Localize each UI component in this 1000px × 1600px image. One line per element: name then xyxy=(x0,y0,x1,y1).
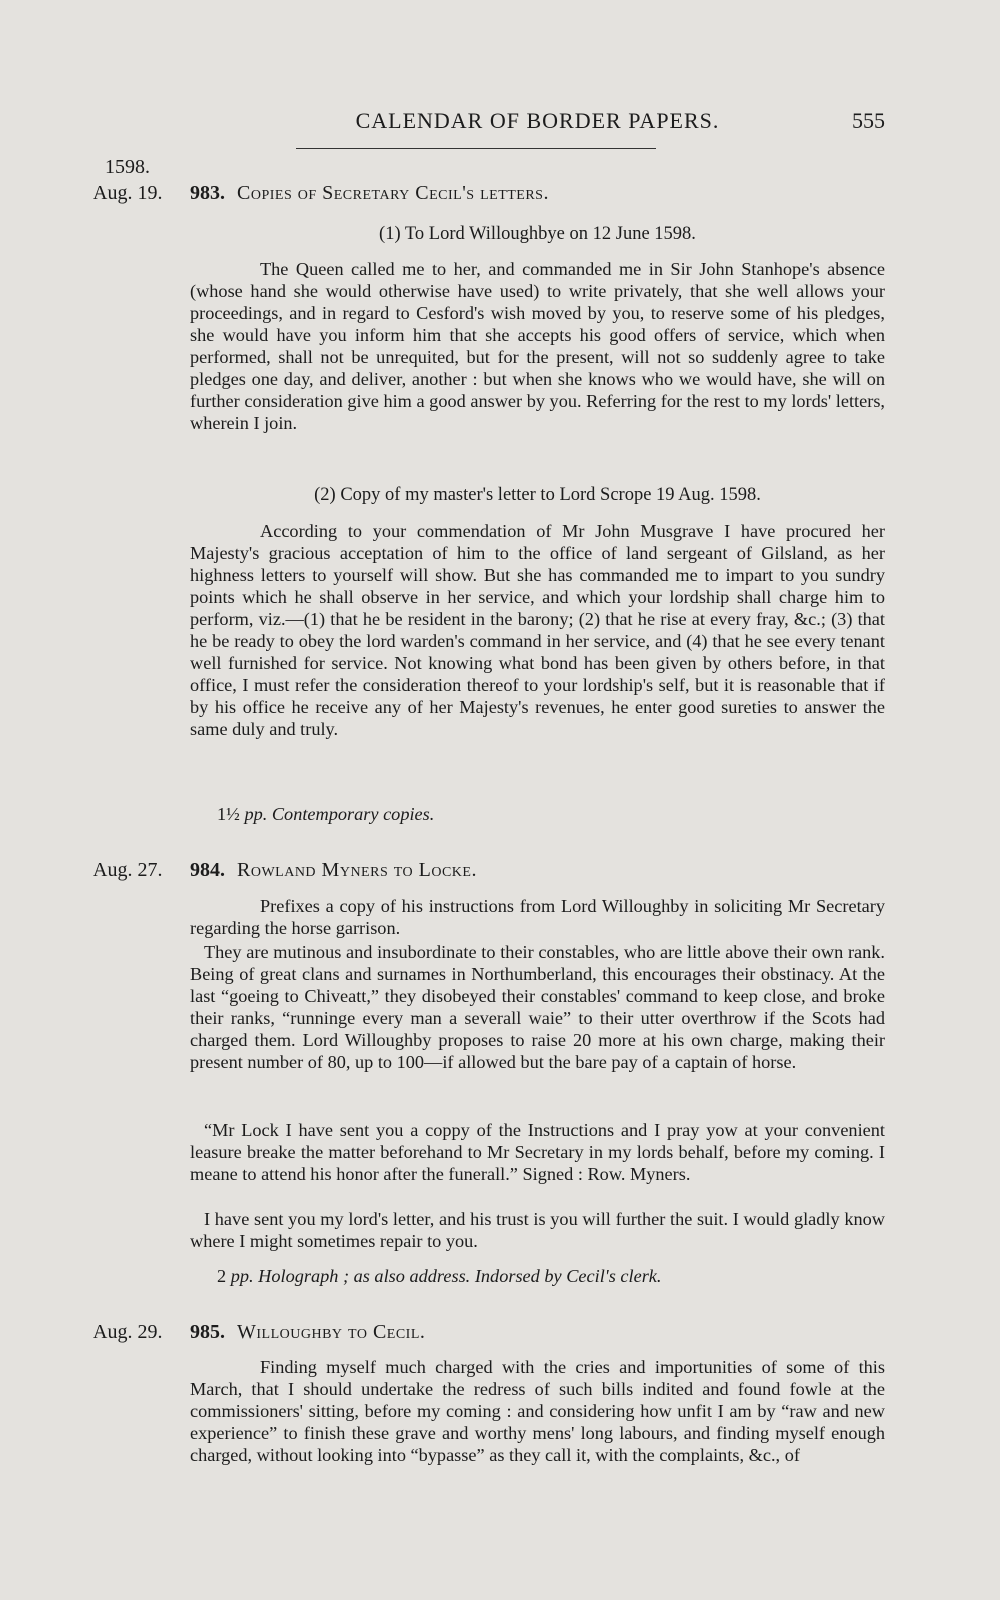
letter-1-subheading: (1) To Lord Willoughbye on 12 June 1598. xyxy=(379,224,696,244)
entry-984-note-text: pp. Holograph ; as also address. Indorsed by Cecil's clerk. xyxy=(230,1266,662,1286)
entry-983-number: 983. xyxy=(190,182,225,204)
entry-983-title: Copies of Secretary Cecil's letters. xyxy=(237,182,549,204)
entry-983-note-size: 1½ xyxy=(217,804,240,824)
entry-984-paragraph-2: They are mutinous and insubordinate to their constables, who are little above their own rank. Being of great clans and surnames in Northumberland, this encourages their obstinacy. At the last “goeing to Chiveatt,” they disobeyed their constables' command to keep close, and broke their ranks, “runninge every man a severall waie” to their utter overthrow if the Scots had charged them. Lord Willoughby proposes to raise 20 more at his own charge, making their present number of 80, up to 100—if allowed but the bare pay of a captain of horse. xyxy=(190,942,885,1072)
entry-984-date: Aug. 27. xyxy=(93,859,163,881)
header-rule xyxy=(296,148,656,149)
entry-983-note xyxy=(217,804,885,825)
entry-985-date: Aug. 29. xyxy=(93,1321,163,1343)
entry-984-paragraph-4: I have sent you my lord's letter, and his trust is you will further the suit. I would gladly know where I might sometimes repair to you. xyxy=(190,1209,885,1251)
entry-983-date: Aug. 19. xyxy=(93,182,163,204)
entry-984-heading xyxy=(190,859,477,882)
entry-984-paragraph-3: “Mr Lock I have sent you a coppy of the Instructions and I pray yow at your convenient leasure breake the matter beforehand to Mr Secretary in my lords behalf, before my coming. I meane to attend his honor after the funerall.” Signed : Row. Myners. xyxy=(190,1120,885,1184)
letter-1-text: The Queen called me to her, and commanded me in Sir John Stanhope's absence (whose hand she would otherwise have used) to write privately, that she well allows your proceedings, and in regard to Cesford's wish moved by you, to reserve some of his pledges, she would have you inform him that she accepts his good offers of service, which when performed, shall not be unrequited, but for the present, will not so suddenly agree to take pledges one day, and deliver, another : but when she knows who we would have, she will on further consideration give him a good answer by you. Referring for the rest to my lords' letters, wherein I join. xyxy=(190,259,885,433)
page-number: 555 xyxy=(852,108,885,133)
running-title: CALENDAR OF BORDER PAPERS. xyxy=(355,108,720,133)
entry-985-title: Willoughby to Cecil. xyxy=(237,1321,426,1343)
entry-983-note-text: pp. Contemporary copies. xyxy=(244,804,435,824)
entry-984-note-size: 2 xyxy=(217,1266,227,1286)
letter-2-text: According to your commendation of Mr John Musgrave I have procured her Majesty's gracious acceptation of him to the office of land sergeant of Gilsland, as her highness letters to yourself will show. But she has commanded me to impart to you sundry points which he shall observe in her service, and which your lordship shall charge him to perform, viz.—(1) that he be resident in the barony; (2) that he rise at every fray, &c.; (3) that he be ready to obey the lord warden's command in her service, and (4) that he see every tenant well furnished for service. Not knowing what bond has been given by others before, in that office, I must refer the consideration thereof to your lordship's self, but it is reasonable that if by his office he receive any of her Majesty's revenues, he enter good sureties to answer the same duly and truly. xyxy=(190,521,885,739)
year-marker: 1598. xyxy=(105,156,150,178)
entry-984-number: 984. xyxy=(190,859,225,881)
entry-984-note xyxy=(217,1266,885,1287)
running-header xyxy=(190,108,885,148)
entry-984-paragraph-1: Prefixes a copy of his instructions from Lord Willoughby in soliciting Mr Secretary regarding the horse garrison. xyxy=(190,896,885,938)
entry-985-text: Finding myself much charged with the cries and importunities of some of this March, that I should undertake the redress of such bills indited and found fowle at the commissioners' sitting, before my coming : and considering how unfit I am by “raw and new experience” to finish these grave and worthy mens' long labours, and finding myself enough charged, without looking into “bypasse” as they call it, with the complaints, &c., of xyxy=(190,1357,885,1465)
letter-2-subheading: (2) Copy of my master's letter to Lord Scrope 19 Aug. 1598. xyxy=(314,485,761,505)
entry-985-number: 985. xyxy=(190,1321,225,1343)
entry-983-heading xyxy=(190,182,549,205)
entry-984-title: Rowland Myners to Locke. xyxy=(237,859,477,881)
entry-985-heading xyxy=(190,1321,425,1344)
